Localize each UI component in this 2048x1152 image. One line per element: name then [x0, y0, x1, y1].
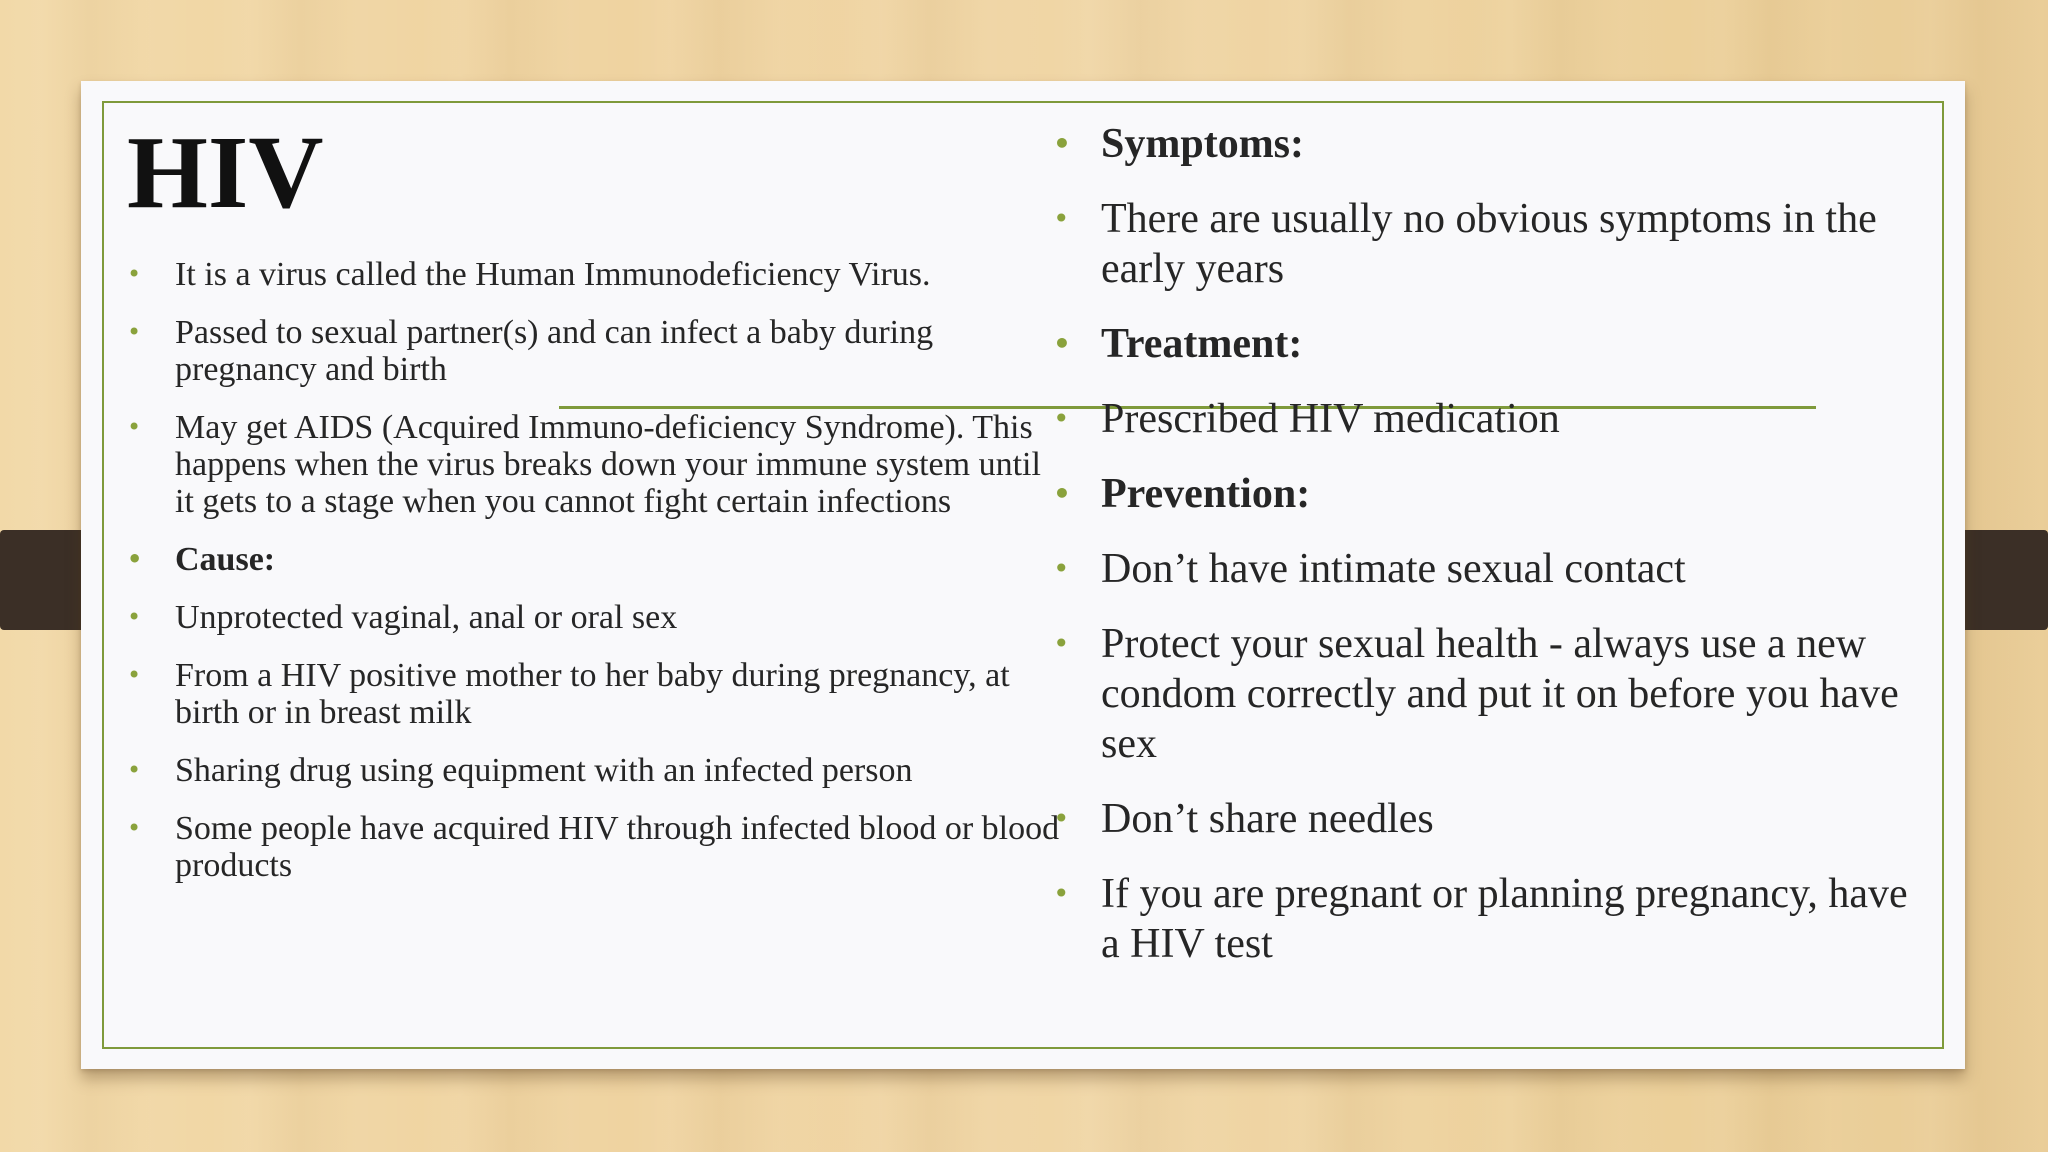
section-heading — [127, 541, 1067, 578]
list-item-text: Protect your sexual health - always use a new condom correctly and put it on before you have sex — [1101, 621, 1899, 767]
list-item-text: Prevention: — [1101, 471, 1311, 517]
bullet-icon: • — [127, 413, 142, 441]
bullet-icon: • — [1053, 202, 1070, 235]
list-item — [127, 810, 1067, 884]
left-bullet-list — [127, 256, 1067, 905]
list-item-text: It is a virus called the Human Immunodeficiency Virus. — [175, 256, 931, 293]
list-item — [127, 314, 1067, 388]
list-item — [127, 256, 1067, 293]
list-item — [1053, 619, 1933, 769]
list-item-text: Passed to sexual partner(s) and can infect a baby during pregnancy and birth — [175, 314, 934, 388]
list-item-text: Symptoms: — [1101, 121, 1305, 167]
list-item — [1053, 194, 1933, 294]
list-item-text: Prescribed HIV medication — [1101, 396, 1560, 442]
list-item — [127, 409, 1067, 520]
list-item — [127, 599, 1067, 636]
bullet-icon: • — [1053, 627, 1070, 660]
list-item — [1053, 544, 1933, 594]
bullet-icon: • — [1053, 877, 1070, 910]
bullet-icon: • — [1053, 127, 1071, 160]
list-item-text: Treatment: — [1101, 321, 1303, 367]
bullet-icon: • — [1053, 402, 1070, 435]
list-item — [127, 657, 1067, 731]
list-item — [127, 752, 1067, 789]
bullet-icon: • — [127, 814, 142, 842]
section-heading — [1053, 319, 1933, 369]
list-item — [1053, 794, 1933, 844]
list-item-text: If you are pregnant or planning pregnancy, have a HIV test — [1101, 871, 1908, 967]
list-item-text: Don’t have intimate sexual contact — [1101, 546, 1686, 592]
bullet-icon: • — [127, 318, 142, 346]
right-bullet-list — [1053, 119, 1933, 994]
list-item-text: From a HIV positive mother to her baby during pregnancy, at birth or in breast milk — [175, 657, 1010, 731]
list-item-text: Some people have acquired HIV through infected blood or blood products — [175, 810, 1060, 884]
bullet-icon: • — [1053, 802, 1070, 835]
list-item-text: Don’t share needles — [1101, 796, 1434, 842]
section-heading — [1053, 469, 1933, 519]
slide-title: HIV — [127, 115, 324, 230]
list-item-text: Cause: — [175, 541, 276, 578]
bullet-icon: • — [127, 756, 142, 784]
bullet-icon: • — [127, 661, 142, 689]
bullet-icon: • — [127, 260, 142, 288]
list-item-text: There are usually no obvious symptoms in the early years — [1101, 196, 1877, 292]
slide-card — [81, 81, 1965, 1069]
bullet-icon: • — [1053, 477, 1071, 510]
bullet-icon: • — [127, 545, 143, 573]
list-item-text: Sharing drug using equipment with an infected person — [175, 752, 913, 789]
list-item — [1053, 869, 1933, 969]
list-item-text: May get AIDS (Acquired Immuno-deficiency Syndrome). This happens when the virus breaks down your immune system until it gets to a stage when you cannot fight certain infections — [175, 409, 1041, 520]
list-item — [1053, 394, 1933, 444]
section-heading — [1053, 119, 1933, 169]
bullet-icon: • — [1053, 552, 1070, 585]
bullet-icon: • — [127, 603, 142, 631]
bullet-icon: • — [1053, 327, 1071, 360]
list-item-text: Unprotected vaginal, anal or oral sex — [175, 599, 678, 636]
